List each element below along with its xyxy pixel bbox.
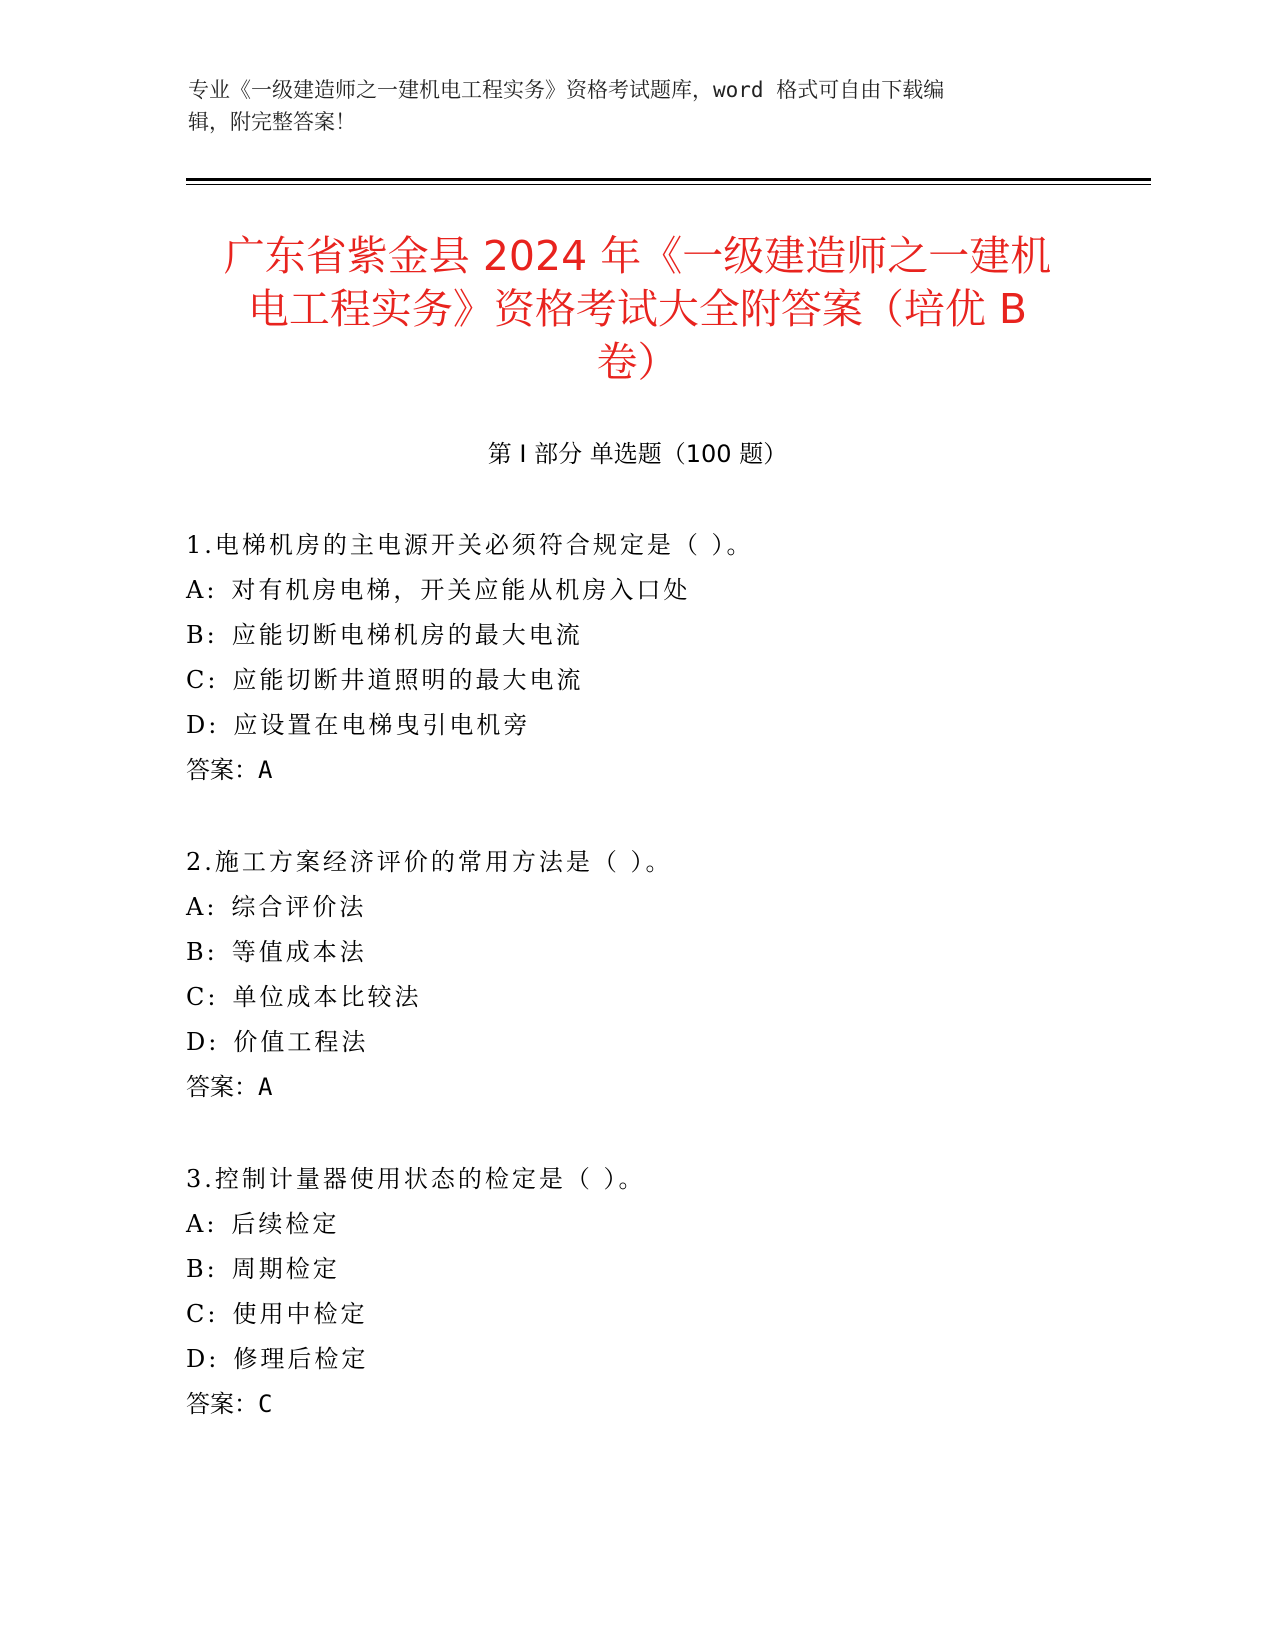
option-letter: C: (186, 666, 219, 694)
document-title (170, 230, 1105, 389)
option-text: 修理后检定 (233, 1345, 369, 1373)
option-letter: B: (186, 1255, 218, 1283)
option-b (186, 1247, 1086, 1292)
option-text: 应设置在电梯曳引电机旁 (233, 711, 531, 739)
option-a (186, 885, 1086, 930)
section-heading: 第 I 部分 单选题（100 题） (487, 440, 788, 468)
option-d (186, 1020, 1086, 1065)
option-letter: A: (186, 893, 218, 921)
option-text: 价值工程法 (233, 1028, 369, 1056)
answer-value: C (258, 1390, 273, 1418)
option-letter: B: (186, 621, 218, 649)
question-1 (186, 523, 1086, 793)
answer (186, 1065, 1086, 1110)
option-c (186, 1292, 1086, 1337)
question-stem: 2.施工方案经济评价的常用方法是（ ）。 (186, 848, 673, 876)
option-a (186, 568, 1086, 613)
question-stem: 1.电梯机房的主电源开关必须符合规定是（ ）。 (186, 531, 754, 559)
option-text: 单位成本比较法 (232, 983, 422, 1011)
header-note-line-2: 辑，附完整答案！ (188, 110, 356, 134)
option-letter: C: (186, 983, 219, 1011)
option-a (186, 1202, 1086, 1247)
option-c (186, 658, 1086, 703)
option-d (186, 1337, 1086, 1382)
option-text: 对有机房电梯，开关应能从机房入口处 (231, 576, 691, 604)
option-text: 等值成本法 (231, 938, 367, 966)
option-letter: A: (186, 1210, 218, 1238)
answer (186, 1382, 1086, 1427)
option-letter: B: (186, 938, 218, 966)
document-title-line-3: 卷） (596, 338, 679, 386)
document-title-line-1: 广东省紫金县 2024 年《一级建造师之一建机 (223, 232, 1052, 280)
option-letter: D: (186, 711, 220, 739)
answer-label: 答案： (186, 756, 258, 784)
question-3 (186, 1157, 1086, 1427)
option-text: 使用中检定 (232, 1300, 368, 1328)
question-2 (186, 840, 1086, 1110)
option-c (186, 975, 1086, 1020)
option-text: 应能切断井道照明的最大电流 (232, 666, 584, 694)
header-note (188, 74, 1078, 138)
option-letter: D: (186, 1028, 220, 1056)
header-note-line-1: 专业《一级建造师之一建机电工程实务》资格考试题库，word 格式可自由下载编 (188, 78, 945, 102)
option-text: 综合评价法 (231, 893, 367, 921)
option-letter: D: (186, 1345, 220, 1373)
option-b (186, 930, 1086, 975)
option-text: 应能切断电梯机房的最大电流 (231, 621, 583, 649)
option-text: 后续检定 (231, 1210, 340, 1238)
option-d (186, 703, 1086, 748)
answer-value: A (258, 1073, 273, 1101)
option-letter: A: (186, 576, 218, 604)
header-divider-thick (186, 178, 1151, 181)
answer-label: 答案： (186, 1390, 258, 1418)
answer-label: 答案： (186, 1073, 258, 1101)
option-text: 周期检定 (231, 1255, 340, 1283)
answer (186, 748, 1086, 793)
question-stem: 3.控制计量器使用状态的检定是（ ）。 (186, 1165, 646, 1193)
option-letter: C: (186, 1300, 219, 1328)
header-divider-thin (186, 184, 1151, 185)
document-title-line-2: 电工程实务》资格考试大全附答案（培优 B (247, 285, 1028, 333)
option-b (186, 613, 1086, 658)
answer-value: A (258, 756, 273, 784)
